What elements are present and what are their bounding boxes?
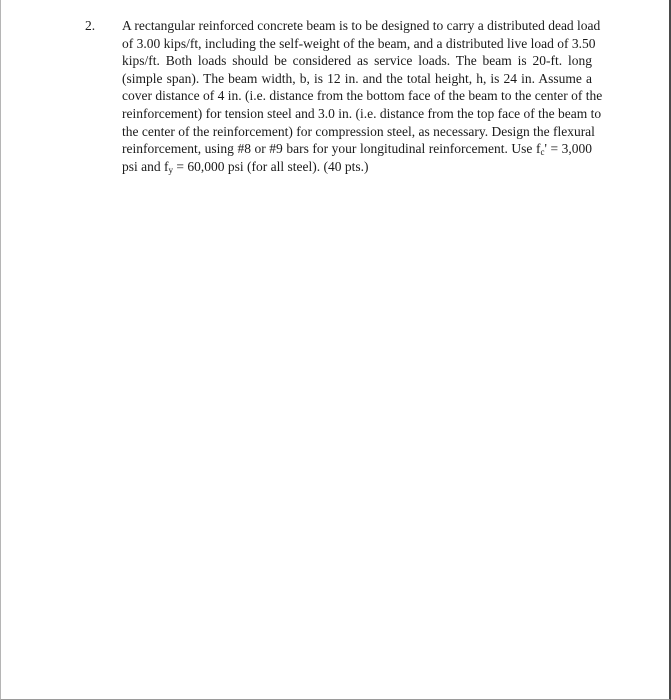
last-line-suffix: = 60,000 psi (for all steel). (40 pts.) — [173, 158, 369, 174]
problem-line-4: (simple span). The beam width, b, is 12 in. and the total height, h, is 24 in. Assume a — [122, 70, 592, 86]
problem-line-8 — [122, 140, 592, 158]
fc-subscript: c — [540, 147, 545, 158]
problem-line-6: reinforcement) for tension steel and 3.0 in. (i.e. distance from the top face of the beam to — [122, 105, 602, 121]
problem-line-8-text: reinforcement, using #8 or #9 bars for your longitudinal reinforcement. Use f — [122, 141, 541, 157]
problem-line-5: cover distance of 4 in. (i.e. distance from the bottom face of the beam to the center of the — [122, 88, 603, 104]
problem-statement — [122, 17, 603, 175]
fc-value: ' = 3,000 — [544, 141, 592, 157]
problem-line-1: A rectangular reinforced concrete beam is to be designed to carry a distributed dead load — [122, 18, 601, 33]
problem-line-3: kips/ft. Both loads should be considered as service loads. The beam is 20-ft. long — [122, 53, 592, 69]
fy-subscript: y — [168, 164, 173, 175]
problem-line-7: the center of the reinforcement) for compression steel, as necessary. Design the flexural — [122, 123, 595, 139]
problem-line-9 — [122, 158, 592, 176]
problem-number: 2. — [85, 18, 96, 33]
problem-line-2: of 3.00 kips/ft, including the self-weight of the beam, and a distributed live load of 3.50 — [122, 35, 596, 51]
last-line-prefix: psi and f — [122, 158, 169, 174]
